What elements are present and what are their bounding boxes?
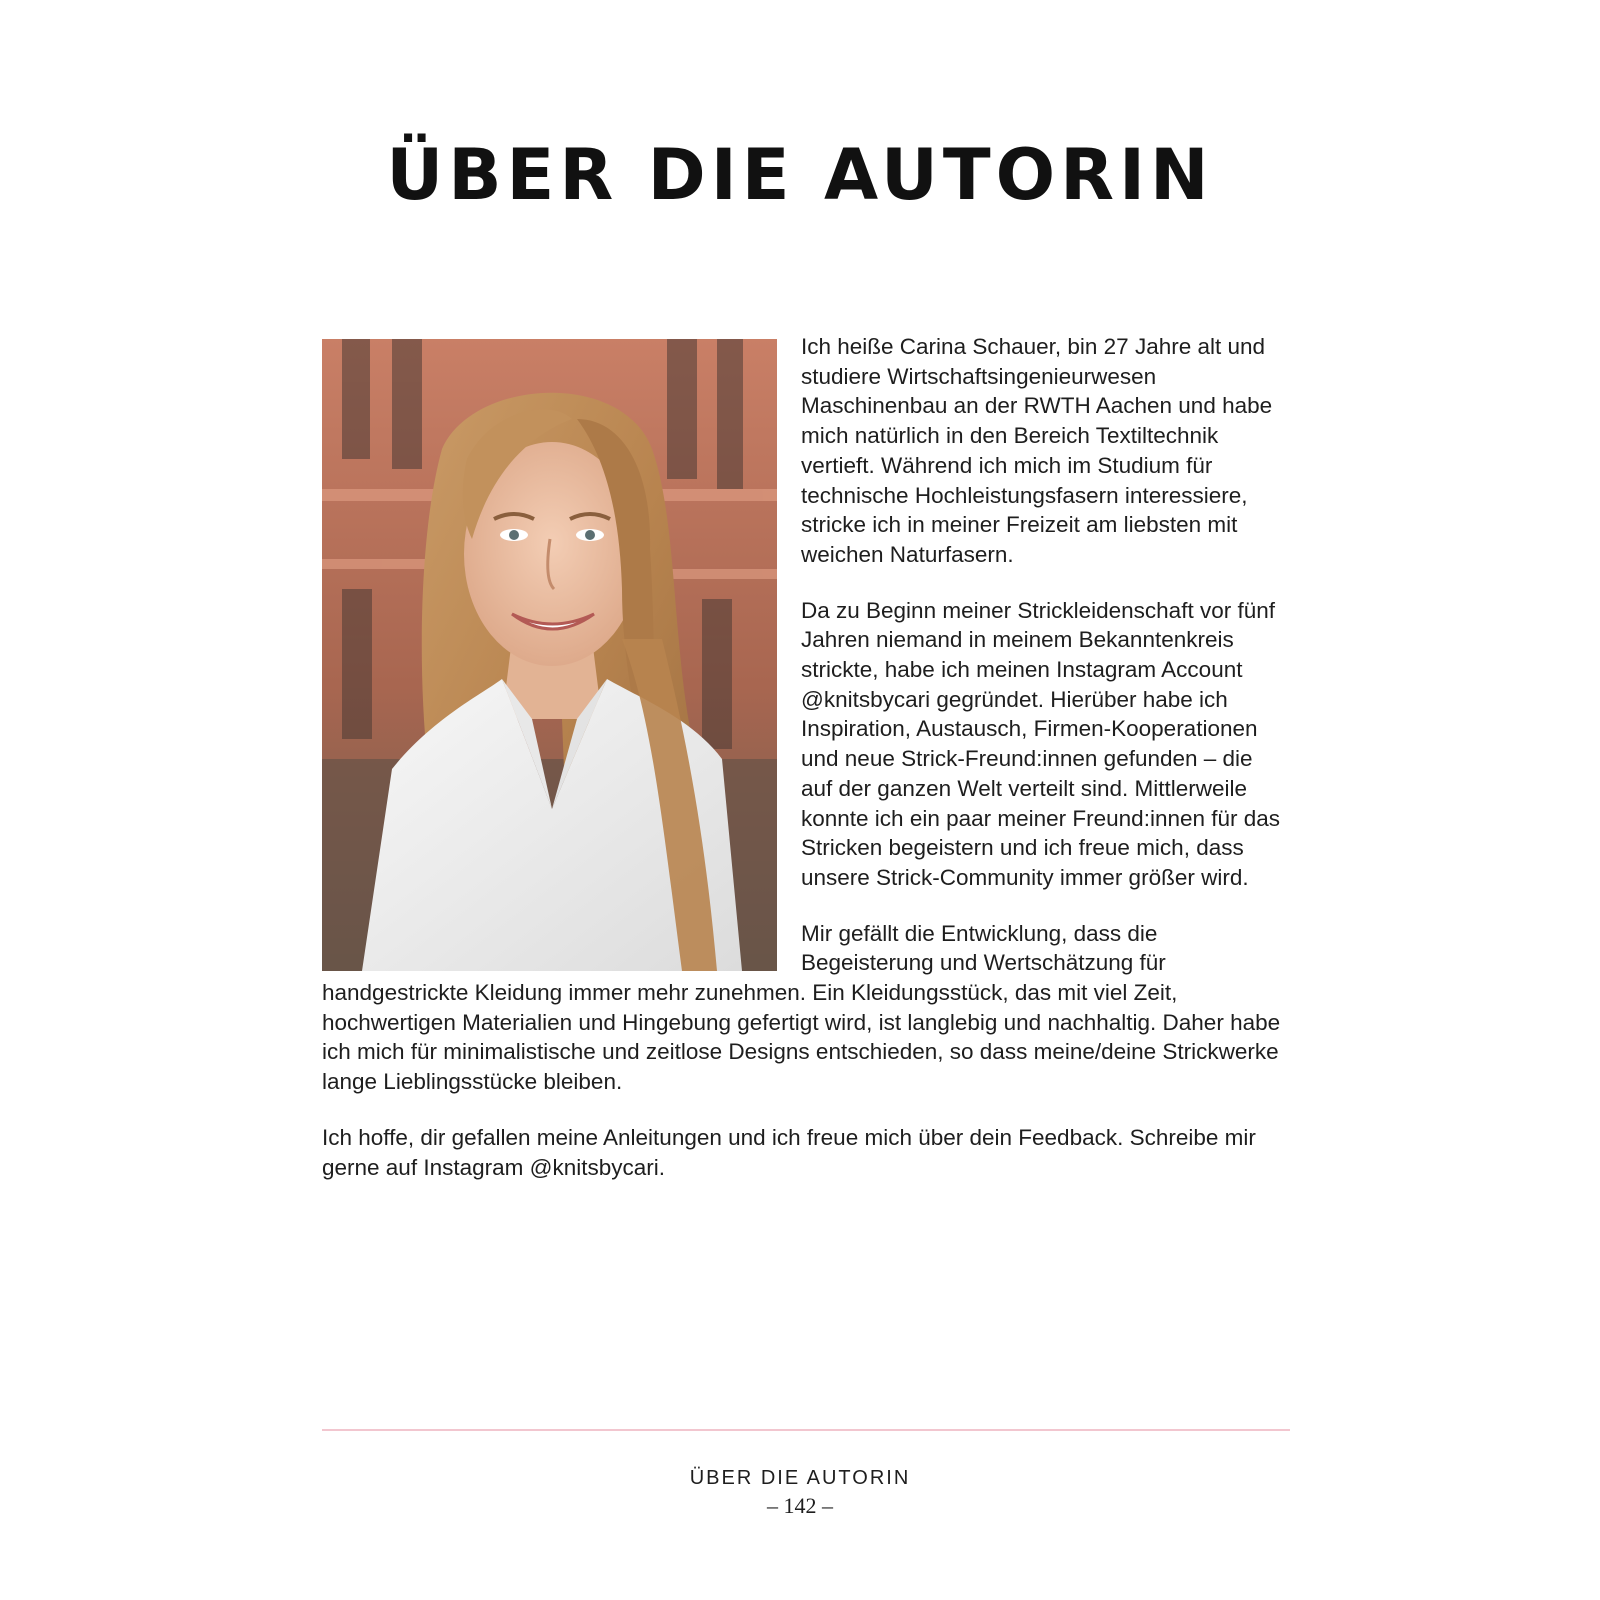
bio-paragraph-2: Da zu Beginn meiner Strickleidenschaft vor fünf Jahren niemand in meinem Bekanntenkreis strickte, habe ich meinen Instagram Account @knitsbycari gegründet. Hierüber habe ich Inspiration, Austausch, Firmen-Kooperationen und neue Strick-Freund:innen gefunden – die auf der ganzen Welt verteilt sind. Mittlerweile konnte ich ein paar meiner Freund:innen für das Stricken begeistern und ich freue mich, dass unsere Strick-Community immer größer wird. <box>801 597 1281 890</box>
bio-paragraph-3: Mir gefällt die Entwicklung, dass die Begeisterung und Wertschätzung für handgestrickte Kleidung immer mehr zunehmen. Ein Kleidungsstück, das mit viel Zeit, hochwertigen Materialien und Hingebung gefertigt wird, ist langlebig und nachhaltig. Daher habe ich mich für minimalistische und zeitlose Designs entschieden, so dass meine/deine Strickwerke lange Lieblingsstücke bleiben. <box>322 920 1281 1095</box>
page-number: – 142 – <box>767 1493 833 1518</box>
author-portrait-photo <box>322 339 777 971</box>
footer-divider <box>322 1429 1290 1431</box>
page-title: ÜBER DIE AUTORIN <box>386 134 1214 216</box>
footer-section-label: ÜBER DIE AUTORIN <box>689 1467 911 1489</box>
author-bio <box>322 332 1290 1208</box>
bio-paragraph-1: Ich heiße Carina Schauer, bin 27 Jahre alt und studiere Wirtschaftsingenieurwesen Maschinenbau an der RWTH Aachen und habe mich natürlich in den Bereich Textiltechnik vertieft. Während ich mich im Studium für technische Hochleistungsfasern interessiere, stricke ich in meiner Freizeit am liebsten mit weichen Naturfasern. <box>801 334 1273 567</box>
bio-paragraph-4: Ich hoffe, dir gefallen meine Anleitungen und ich freue mich über dein Feedback. Schreibe mir gerne auf Instagram @knitsbycari. <box>322 1124 1256 1180</box>
